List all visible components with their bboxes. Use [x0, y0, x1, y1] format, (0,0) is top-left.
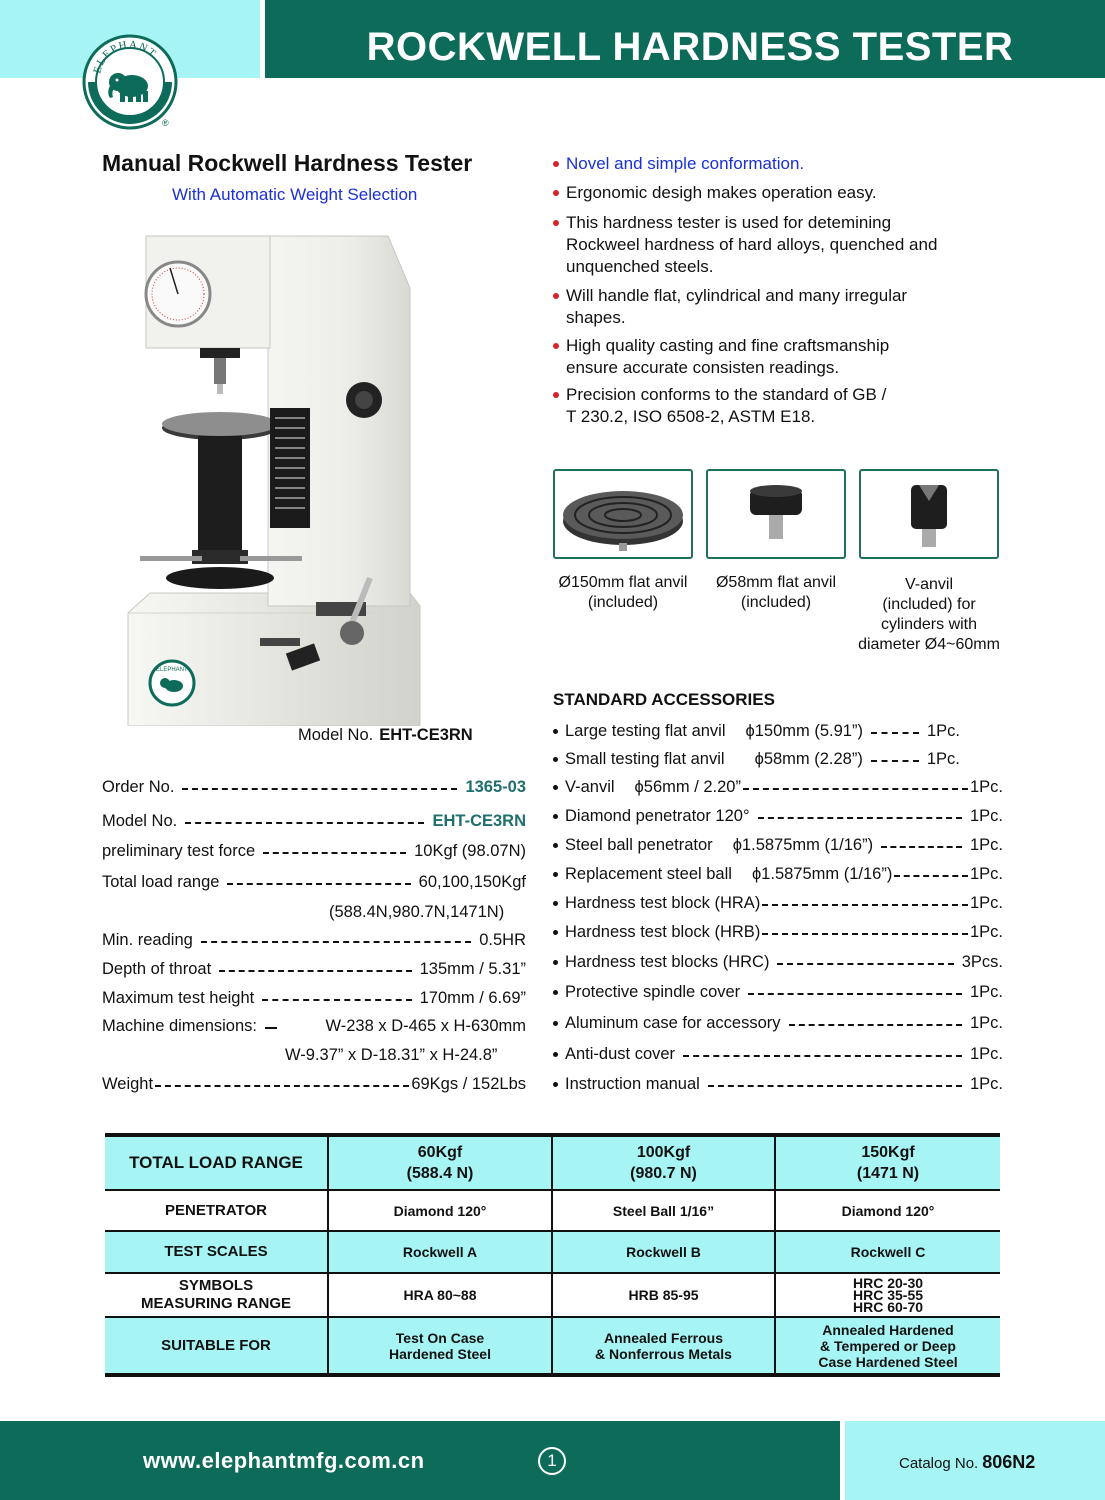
- bullet-icon: [553, 1052, 558, 1057]
- anvil-150mm-caption: Ø150mm flat anvil (included): [558, 574, 688, 611]
- bullet-icon: [553, 843, 558, 848]
- accessory-item: Small testing flat anvil ϕ58mm (2.28”) 1Pc.: [553, 750, 1003, 769]
- table-cell: Rockwell C: [775, 1231, 1000, 1273]
- hardness-tester-image: [120, 228, 430, 726]
- bullet-icon: [553, 901, 558, 906]
- accessory-item: Aluminum case for accessory 1Pc.: [553, 1014, 1003, 1033]
- feature-item: Precision conforms to the standard of GB / T 230.2, ISO 6508-2, ASTM E18.: [553, 384, 898, 428]
- elephant-logo: [82, 34, 178, 130]
- anvil-150mm-image: [553, 469, 693, 559]
- bullet-icon: [553, 960, 558, 965]
- accessory-item: Anti-dust cover 1Pc.: [553, 1045, 1003, 1064]
- accessory-item: Hardness test block (HRB) 1Pc.: [553, 923, 1003, 942]
- table-cell: Diamond 120°: [328, 1190, 552, 1231]
- bullet-icon: [553, 392, 559, 398]
- accessory-item: Steel ball penetrator ϕ1.5875mm (1/16”) 1Pc.: [553, 836, 1003, 855]
- table-cell: HRC 20-30 HRC 35-55 HRC 60-70: [775, 1273, 1000, 1317]
- spec-model-no: Model No. EHT-CE3RN: [102, 812, 526, 830]
- page-number: 1: [538, 1447, 566, 1475]
- table-cell: Annealed Hardened & Tempered or Deep Case Hardened Steel: [775, 1317, 1000, 1375]
- svg-text:ELEPHANT: ELEPHANT: [156, 667, 188, 673]
- accessory-item: Large testing flat anvil ϕ150mm (5.91”) 1Pc.: [553, 722, 1003, 741]
- table-cell: Annealed Ferrous & Nonferrous Metals: [552, 1317, 775, 1375]
- feature-item: High quality casting and fine craftsmanship ensure accurate consisten readings.: [553, 335, 928, 379]
- spec-order-no: Order No. 1365-03: [102, 778, 526, 796]
- table-cell: SUITABLE FOR: [105, 1317, 328, 1375]
- table-cell: TEST SCALES: [105, 1231, 328, 1273]
- bullet-icon: [553, 220, 559, 226]
- spec-min-reading: Min. reading 0.5HR: [102, 931, 526, 949]
- svg-text:®: ®: [162, 118, 169, 128]
- model-caption: Model No. EHT-CE3RN: [298, 726, 473, 744]
- table-cell: SYMBOLS MEASURING RANGE: [140, 1277, 291, 1312]
- v-anvil-image: [859, 469, 999, 559]
- bullet-icon: [553, 785, 558, 790]
- table-cell: HRA 80~88: [328, 1273, 552, 1317]
- catalog-number: Catalog No. 806N2: [899, 1452, 1036, 1472]
- accessory-item: Replacement steel ball ϕ1.5875mm (1/16”) 1Pc.: [553, 865, 1003, 884]
- feature-item: Novel and simple conformation.: [553, 153, 973, 175]
- anvil-58mm-image: [706, 469, 846, 559]
- bullet-icon: [553, 293, 559, 299]
- bullet-icon: [553, 343, 559, 349]
- table-cell: PENETRATOR: [165, 1201, 267, 1219]
- bullet-icon: [553, 930, 558, 935]
- bullet-icon: [553, 161, 559, 167]
- table-cell: Steel Ball 1/16”: [552, 1190, 775, 1231]
- table-cell: Diamond 120°: [775, 1190, 1000, 1231]
- spec-weight: Weight 69Kgs / 152Lbs: [102, 1075, 526, 1093]
- svg-text:ELEPHANT: ELEPHANT: [91, 38, 159, 75]
- bullet-icon: [553, 990, 558, 995]
- spec-total-load-range: Total load range 60,100,150Kgf: [102, 873, 526, 891]
- accessory-item: Hardness test block (HRA) 1Pc.: [553, 894, 1003, 913]
- v-anvil-caption: V-anvil (included) for cylinders with diameter Ø4~60mm: [858, 576, 1000, 653]
- anvil-58mm-caption: Ø58mm flat anvil (included): [715, 574, 837, 611]
- table-cell: Rockwell B: [552, 1231, 775, 1273]
- table-row: [105, 1135, 1000, 1190]
- table-cell: HRB 85-95: [552, 1273, 775, 1317]
- accessory-item: Protective spindle cover 1Pc.: [553, 983, 1003, 1002]
- table-cell: Rockwell A: [328, 1231, 552, 1273]
- load-range-table: [105, 1133, 1000, 1377]
- table-row: [105, 1231, 1000, 1273]
- accessory-item: Hardness test blocks (HRC) 3Pcs.: [553, 953, 1003, 972]
- website-link[interactable]: www.elephantmfg.com.cn: [143, 1448, 425, 1473]
- flat-anvil-small-icon: [708, 471, 844, 557]
- accessories-heading: STANDARD ACCESSORIES: [553, 690, 775, 709]
- feature-item: Ergonomic desigh makes operation easy.: [553, 182, 973, 204]
- page-title: ROCKWELL HARDNESS TESTER: [366, 25, 1014, 69]
- table-header-100kgf: 100Kgf (980.7 N): [552, 1135, 775, 1190]
- feature-item: This hardness tester is used for detemining Rockweel hardness of hard alloys, quenched and unquenched steels.: [553, 212, 948, 278]
- bullet-icon: [553, 190, 559, 196]
- table-row: [105, 1317, 1000, 1375]
- table-header-60kgf: 60Kgf (588.4 N): [328, 1135, 552, 1190]
- table-cell: Test On Case Hardened Steel: [328, 1317, 552, 1375]
- accessory-item: Instruction manual 1Pc.: [553, 1075, 1003, 1094]
- bullet-icon: [553, 729, 558, 734]
- product-subtitle: With Automatic Weight Selection: [172, 185, 418, 204]
- bullet-icon: [553, 757, 558, 762]
- bullet-icon: [553, 872, 558, 877]
- v-anvil-icon: [861, 471, 997, 557]
- spec-depth-of-throat: Depth of throat 135mm / 5.31”: [102, 960, 526, 978]
- feature-item: Will handle flat, cylindrical and many irregular shapes.: [553, 285, 953, 329]
- table-header-150kgf: 150Kgf (1471 N): [775, 1135, 1000, 1190]
- spec-machine-dimensions-cont: W-9.37” x D-18.31” x H-24.8”: [285, 1046, 498, 1064]
- flat-anvil-large-icon: [555, 471, 691, 557]
- table-header-label: TOTAL LOAD RANGE: [105, 1135, 328, 1190]
- spec-total-load-range-cont: (588.4N,980.7N,1471N): [329, 903, 505, 921]
- accessory-item: V-anvil ϕ56mm / 2.20” 1Pc.: [553, 778, 1003, 797]
- accessory-item: Diamond penetrator 120° 1Pc.: [553, 807, 1003, 826]
- table-row: [105, 1190, 1000, 1231]
- bullet-icon: [553, 1021, 558, 1026]
- bullet-icon: [553, 1082, 558, 1087]
- bullet-icon: [553, 814, 558, 819]
- spec-machine-dimensions: Machine dimensions: W-238 x D-465 x H-630mm: [102, 1017, 526, 1035]
- spec-max-test-height: Maximum test height 170mm / 6.69”: [102, 989, 526, 1007]
- spec-preliminary-force: preliminary test force 10Kgf (98.07N): [102, 842, 526, 860]
- product-title: Manual Rockwell Hardness Tester: [102, 150, 473, 176]
- table-row: [105, 1273, 1000, 1317]
